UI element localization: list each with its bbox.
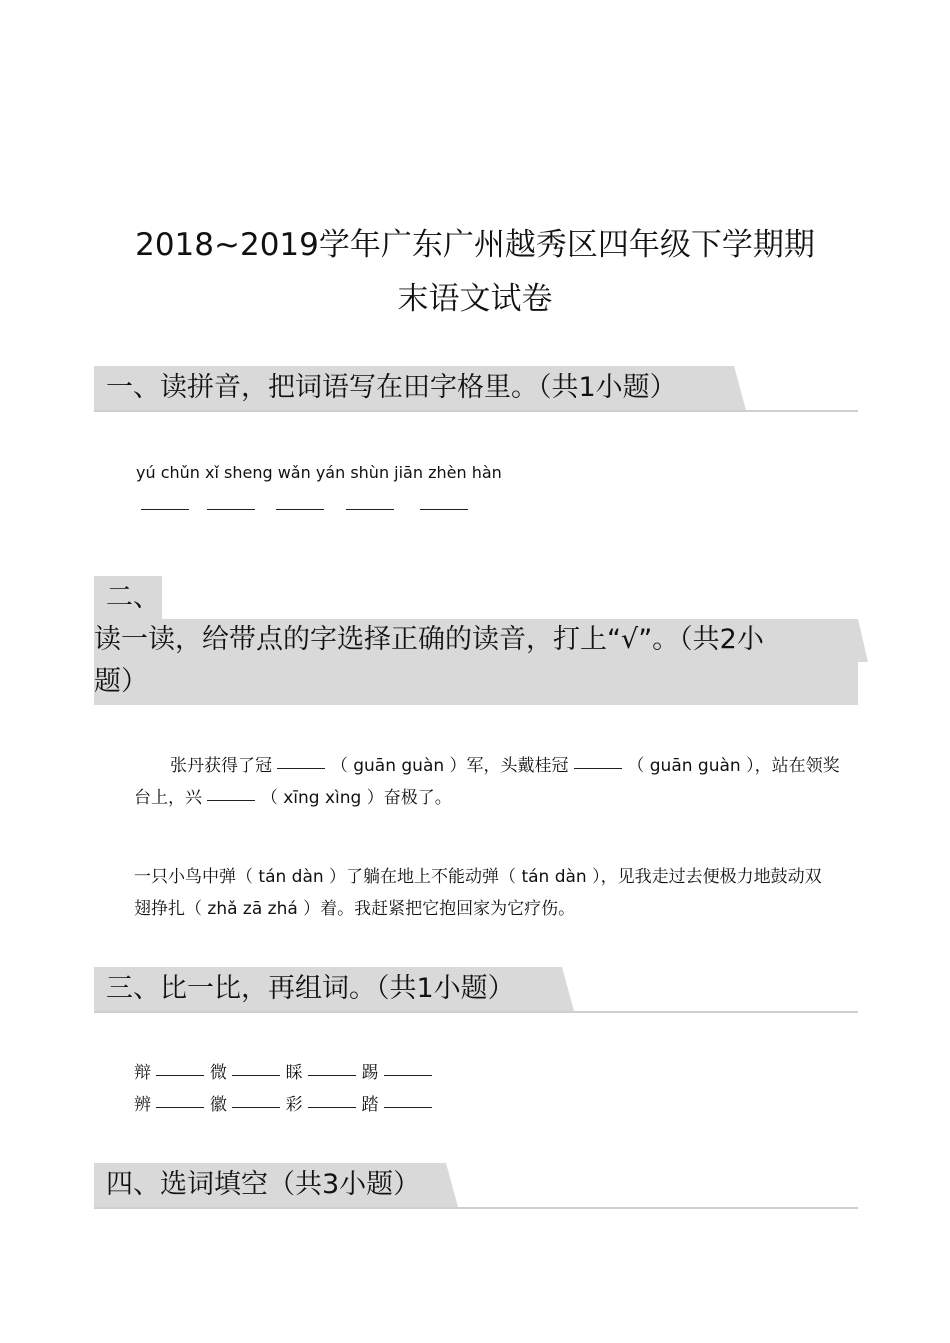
answer-blank-2[interactable] [207,509,255,510]
section4-heading: 四、选词填空（共3小题） [106,1169,421,1200]
section3-heading: 三、比一比，再组词。（共1小题） [106,973,515,1004]
word-blank-1-3[interactable] [308,1074,356,1076]
char-1-4: 踢 [361,1063,379,1083]
exam-title-line2: 末语文试卷 [397,281,553,317]
exam-title-line1: 2018~2019学年广东广州越秀区四年级下学期期 [135,227,815,263]
q1-text-a: 张丹获得了冠 [170,756,272,776]
char-1-2: 微 [209,1063,227,1083]
char-1-3: 睬 [285,1063,303,1083]
word-blank-2-1[interactable] [156,1106,204,1108]
word-blank-1-4[interactable] [384,1074,432,1076]
q1-line1 [170,756,840,776]
pinyin-line: yú chǔn xǐ sheng wǎn yán shùn jiān zhèn hàn [136,463,502,482]
q1-blank-2[interactable] [574,767,622,769]
char-2-1: 辨 [134,1095,151,1115]
answer-blank-3[interactable] [276,509,324,510]
q1-text-c: （ guān guàn ），站在领奖 [627,756,840,776]
char-2-4: 踏 [361,1095,379,1115]
q1-text-b: （ guān guàn ）军，头戴桂冠 [330,756,569,776]
q2-line2: 翅挣扎（ zhǎ zā zhá ）着。我赶紧把它抱回家为它疗伤。 [134,899,576,919]
section2-heading-line1: 读一读，给带点的字选择正确的读音，打上“√”。（共2小 [94,624,764,655]
section2-heading-number: 二、 [106,582,160,613]
q1-blank-1[interactable] [277,767,325,769]
word-blank-1-2[interactable] [232,1074,280,1076]
char-1-1: 辩 [134,1063,151,1083]
word-blank-2-4[interactable] [384,1106,432,1108]
section1-heading: 一、读拼音，把词语写在田字格里。（共1小题） [106,372,677,403]
section2-heading-line2: 题） [94,666,148,697]
answer-blank-5[interactable] [420,509,468,510]
word-blank-2-2[interactable] [232,1106,280,1108]
char-2-2: 徽 [209,1095,227,1115]
compare-row-1 [134,1063,432,1083]
answer-blank-1[interactable] [141,509,189,510]
q1-text-e: （ xīng xìng ）奋极了。 [260,788,452,808]
word-blank-2-3[interactable] [308,1106,356,1108]
q1-text-d: 台上，兴 [134,788,202,808]
q2-line1: 一只小鸟中弹（ tán dàn ）了躺在地上不能动弹（ tán dàn ），见我走过去便极力地鼓动双 [134,867,822,887]
char-2-3: 彩 [285,1095,303,1115]
q1-blank-3[interactable] [207,799,255,801]
q1-line2 [134,788,452,808]
compare-row-2 [134,1095,432,1115]
word-blank-1-1[interactable] [156,1074,204,1076]
answer-blank-4[interactable] [346,509,394,510]
